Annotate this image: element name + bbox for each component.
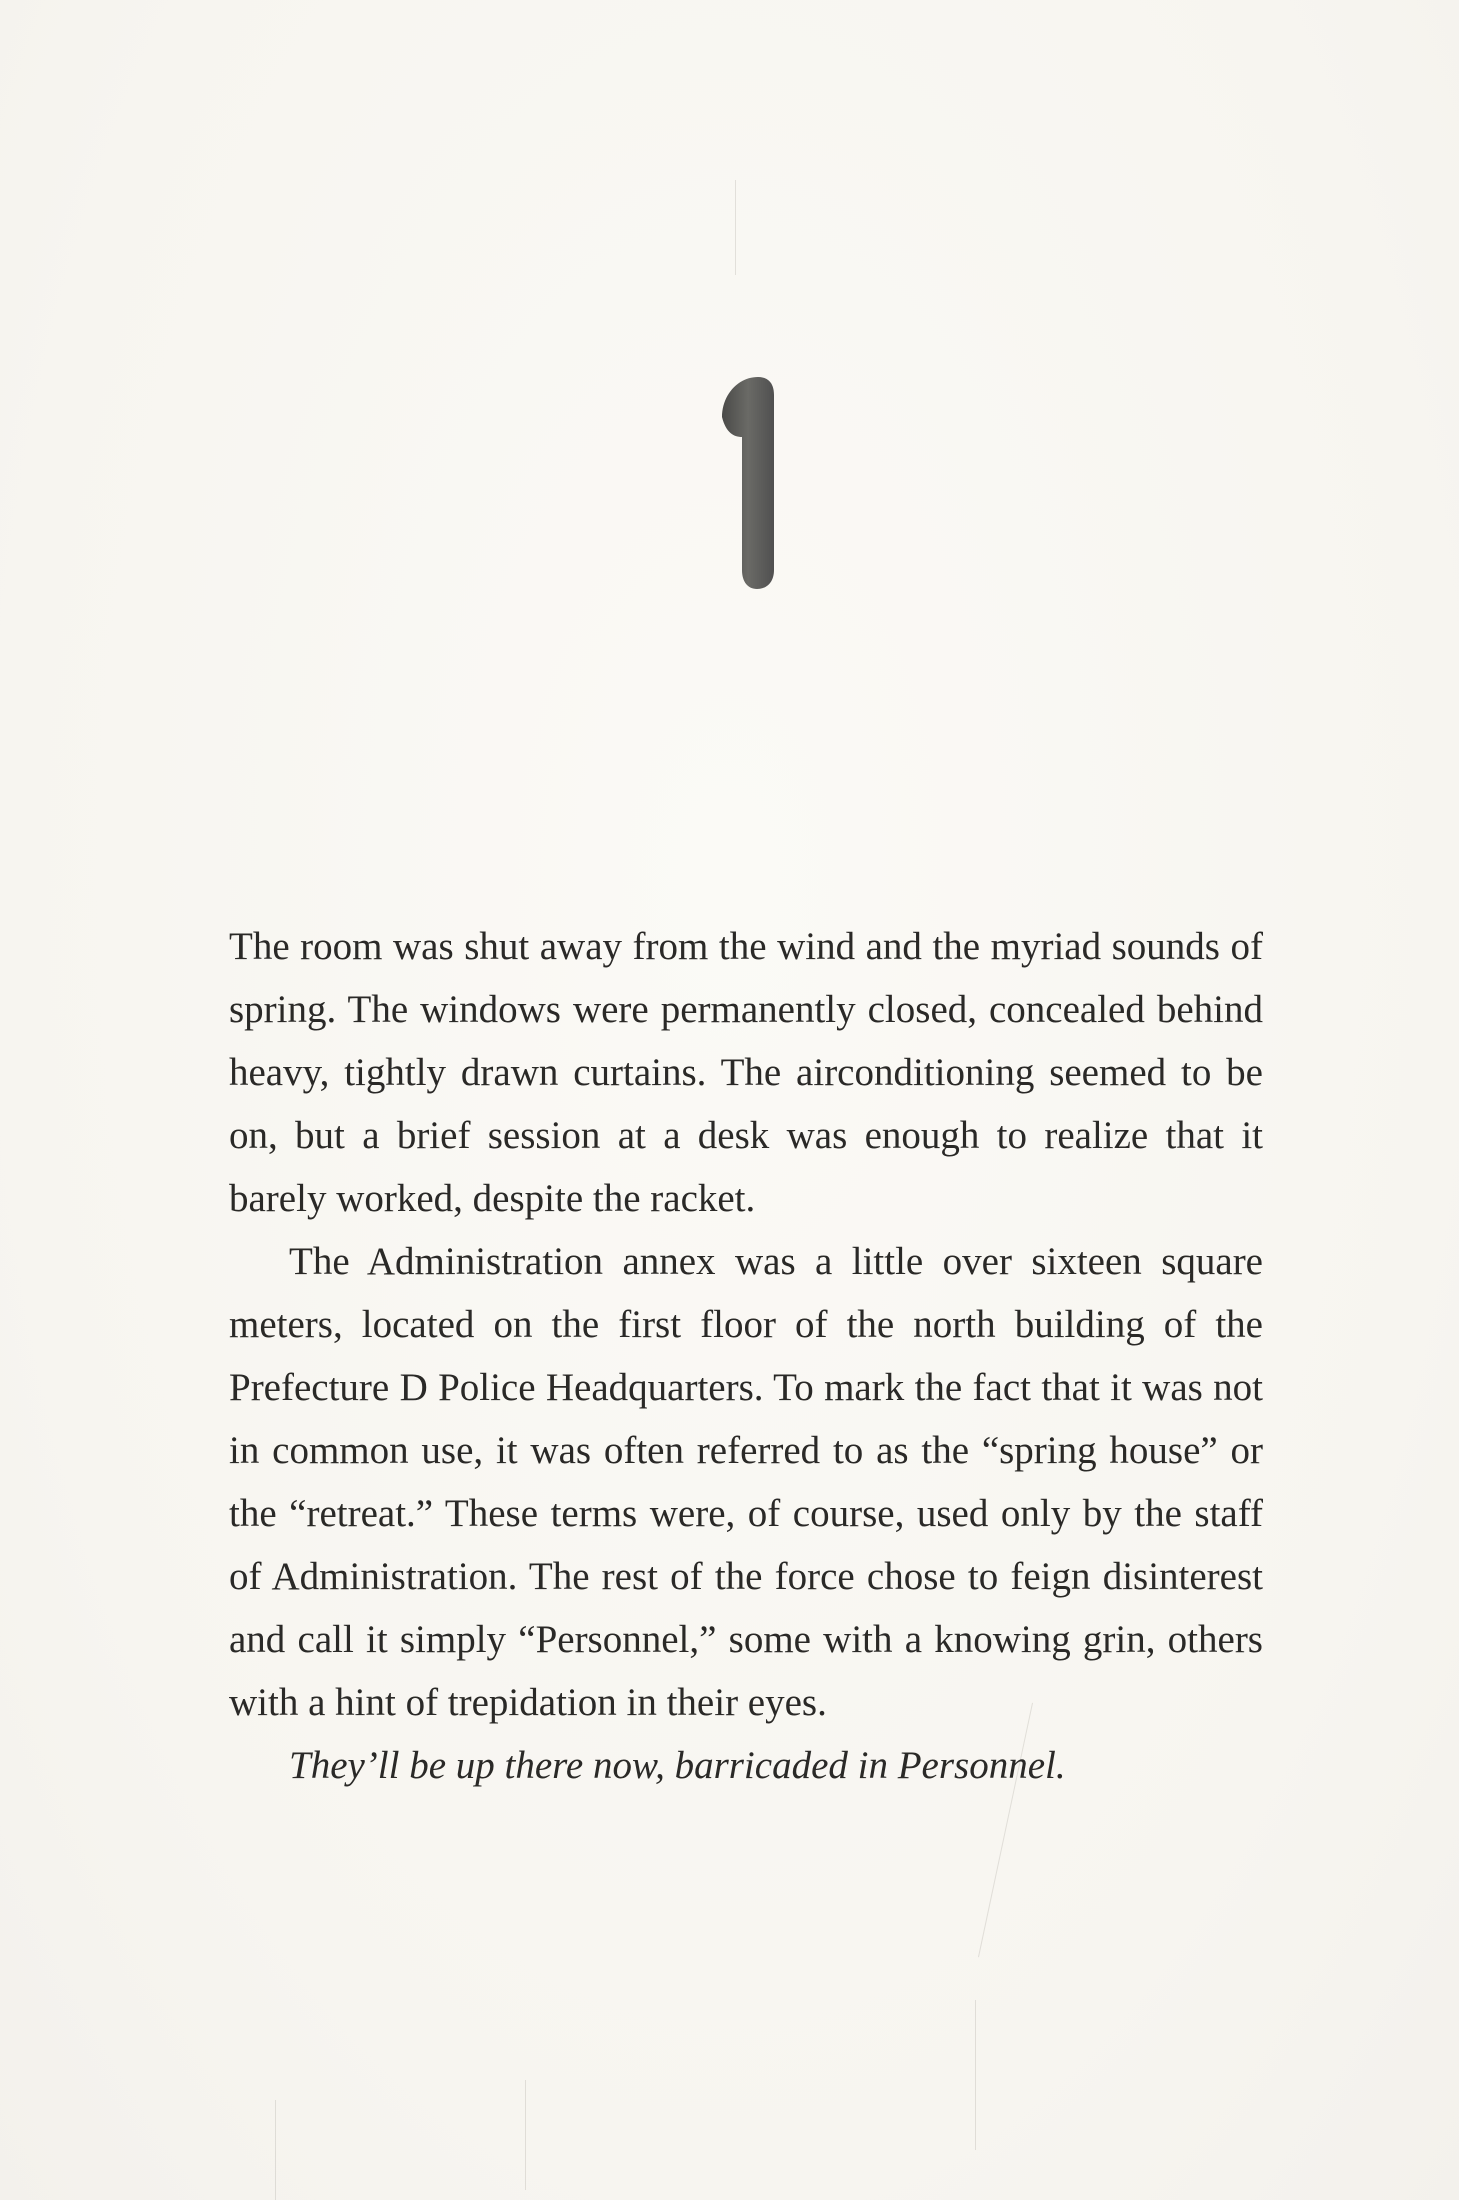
scan-streak xyxy=(525,2080,526,2190)
chapter-number-text xyxy=(700,590,701,591)
paragraph-1: The room was shut away from the wind and the myriad sounds of spring. The windows were permanently closed, concealed behind heavy, tightly drawn curtains. The airconditioning seemed to be on, but a brief session at a desk was enough to realize that it barely worked, despite the racket. xyxy=(229,925,1263,1220)
paragraph-3: They’ll be up there now, barricaded in Personnel. xyxy=(289,1744,1066,1787)
scan-streak xyxy=(975,2000,976,2150)
chapter-number xyxy=(700,375,780,590)
paragraph-2: The Administration annex was a little over sixteen square meters, located on the first floor of the north building of the Prefecture D Police Headquarters. To mark the fact that it was not in common use, it was often referred to as the “spring house” or the “retreat.” These terms were, of course, used only by the staff of Administration. The rest of the force chose to feign disinterest and call it simply “Personnel,” some with a knowing grin, others with a hint of trepidation in their eyes. xyxy=(229,1240,1263,1724)
body-text xyxy=(229,915,1263,1797)
scan-streak xyxy=(735,180,736,275)
chapter-number-glyph xyxy=(700,375,780,590)
scan-streak xyxy=(275,2100,276,2200)
